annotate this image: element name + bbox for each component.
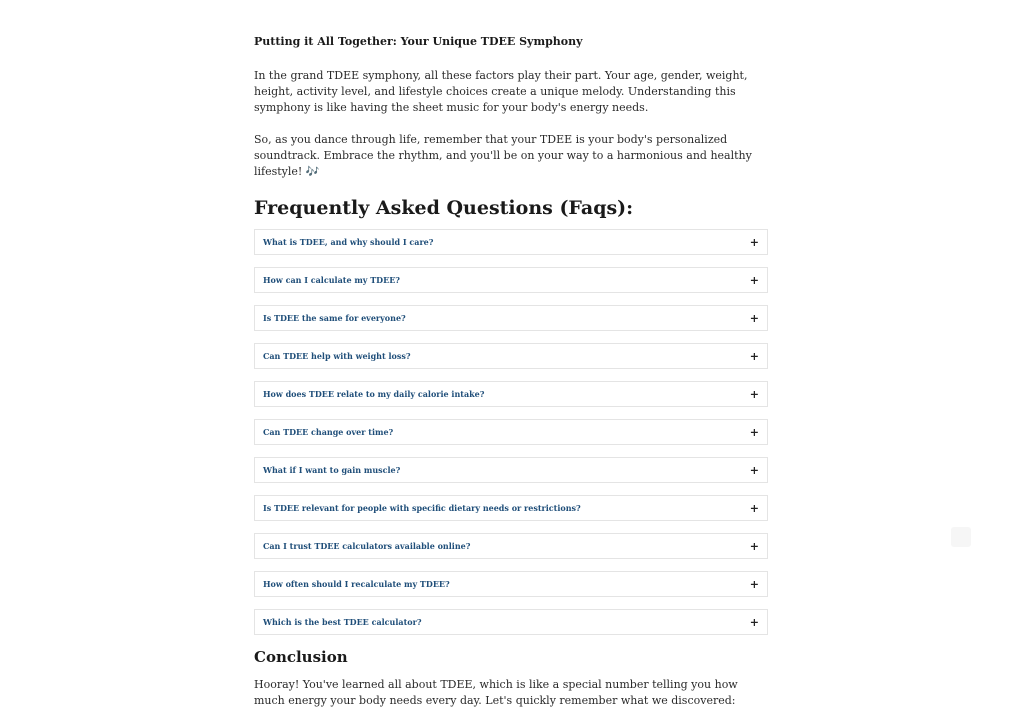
faq-item-recalculate[interactable] [254,571,768,597]
plus-icon[interactable]: + [749,273,759,287]
plus-icon[interactable]: + [749,311,759,325]
faq-list [254,229,768,635]
soundtrack-paragraph [254,132,768,180]
faq-question: How does TDEE relate to my daily calorie intake? [263,389,485,399]
faq-heading: Frequently Asked Questions (Faqs): [254,197,634,219]
music-notes-icon: 🎶 [305,165,320,178]
symphony-paragraph: In the grand TDEE symphony, all these factors play their part. Your age, gender, weight, height, activity level, and lifestyle choices create a unique melody. Understanding this symphony is like having the sheet music for your body's energy needs. [254,69,748,114]
conclusion-heading: Conclusion [254,648,348,666]
faq-item-gain-muscle[interactable] [254,457,768,483]
faq-question: Can I trust TDEE calculators available online? [263,541,471,551]
plus-icon[interactable]: + [749,577,759,591]
faq-question: How often should I recalculate my TDEE? [263,579,450,589]
plus-icon[interactable]: + [749,425,759,439]
plus-icon[interactable]: + [749,463,759,477]
plus-icon[interactable]: + [749,387,759,401]
section-subtitle: Putting it All Together: Your Unique TDEE Symphony [254,35,583,48]
faq-item-change-over-time[interactable] [254,419,768,445]
plus-icon[interactable]: + [749,539,759,553]
faq-item-calculate-tdee[interactable] [254,267,768,293]
faq-item-best-calculator[interactable] [254,609,768,635]
faq-question: Which is the best TDEE calculator? [263,617,422,627]
faq-item-weight-loss[interactable] [254,343,768,369]
faq-question: Can TDEE change over time? [263,427,394,437]
faq-question: What is TDEE, and why should I care? [263,237,434,247]
faq-item-calorie-intake[interactable] [254,381,768,407]
faq-question: Can TDEE help with weight loss? [263,351,411,361]
scroll-to-top-button[interactable] [951,527,971,547]
faq-question: How can I calculate my TDEE? [263,275,400,285]
plus-icon[interactable]: + [749,501,759,515]
faq-question: What if I want to gain muscle? [263,465,401,475]
plus-icon[interactable]: + [749,235,759,249]
faq-item-same-for-everyone[interactable] [254,305,768,331]
faq-question: Is TDEE the same for everyone? [263,313,406,323]
plus-icon[interactable]: + [749,615,759,629]
soundtrack-text: So, as you dance through life, remember that your TDEE is your body's personalized soundtrack. Embrace the rhythm, and you'll be on your way to a harmonious and healthy lifestyle! [254,133,752,178]
faq-question: Is TDEE relevant for people with specific dietary needs or restrictions? [263,503,581,513]
article-content [254,34,768,725]
faq-item-what-is-tdee[interactable] [254,229,768,255]
faq-item-dietary-needs[interactable] [254,495,768,521]
faq-item-trust-calculators[interactable] [254,533,768,559]
plus-icon[interactable]: + [749,349,759,363]
conclusion-paragraph: Hooray! You've learned all about TDEE, which is like a special number telling you how much energy your body needs every day. Let's quickly remember what we discovered: [254,678,738,707]
